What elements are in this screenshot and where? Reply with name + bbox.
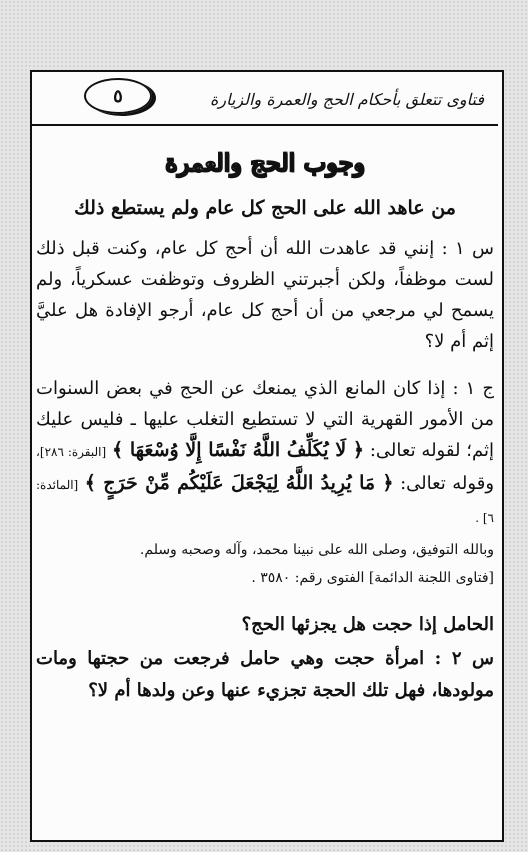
question-1-label: س ١ :	[441, 238, 494, 259]
question-1-heading: من عاهد الله على الحج كل عام ولم يستطع ذلك	[74, 197, 456, 219]
answer-1-text-2: وقوله تعالى:	[400, 473, 495, 494]
page-content	[36, 132, 494, 707]
answer-1-text: إذا كان المانع الذي يمنعك عن الحج في بعض السنوات من الأمور القهرية التي لا تستطيع التغلب عليها ـ فليس عليك إثم؛ لقوله تعالى:	[36, 378, 494, 461]
verse-1-reference: [البقرة: ٢٨٦]،	[36, 445, 107, 459]
question-1-text: إنني قد عاهدت الله أن أحج كل عام، وكنت قبل ذلك لست موظفاً، ولكن أجبرتني الظروف وتوظفت عسكرياً، ولم يسمح لي مرجعي من أن أحج كل عام، أرجو الإفادة هل عليَّ إثم أم لا؟	[36, 238, 494, 352]
page-header	[32, 72, 498, 126]
question-2-text: امرأة حجت وهي حامل فرجعت من حجتها ومات مولودها، فهل تلك الحجة تجزيء عنها وعن ولدها أم لا؟	[36, 648, 494, 701]
fatwa-source: [فتاوى اللجنة الدائمة] الفتوى رقم: ٣٥٨٠ .	[251, 570, 494, 586]
verse-2-reference: [المائدة: ٦] .	[36, 478, 494, 525]
verse-1: ﴿ لَا يُكَلِّفُ اللَّهُ نَفْسًا إِلَّا وُسْعَهَا ﴾	[112, 439, 365, 461]
question-1	[36, 233, 494, 357]
question-2	[36, 643, 494, 707]
section-title: وجوب الحج والعمرة	[165, 148, 365, 177]
running-title: فتاوى تتعلق بأحكام الحج والعمرة والزيارة	[209, 90, 484, 109]
question-2-heading: الحامل إذا حجت هل يجزئها الحج؟	[241, 614, 494, 635]
verse-2: ﴿ مَا يُرِيدُ اللَّهُ لِيَجْعَلَ عَلَيْكُم مِّنْ حَرَجٍ ﴾	[84, 472, 394, 494]
answer-1	[36, 373, 494, 534]
closing-line: وبالله التوفيق، وصلى الله على نبينا محمد، وآله وصحبه وسلم.	[139, 542, 494, 558]
question-2-label: س ٢ :	[434, 648, 494, 669]
answer-1-label: ج ١ :	[452, 378, 494, 399]
page-number: ٥	[84, 78, 152, 114]
